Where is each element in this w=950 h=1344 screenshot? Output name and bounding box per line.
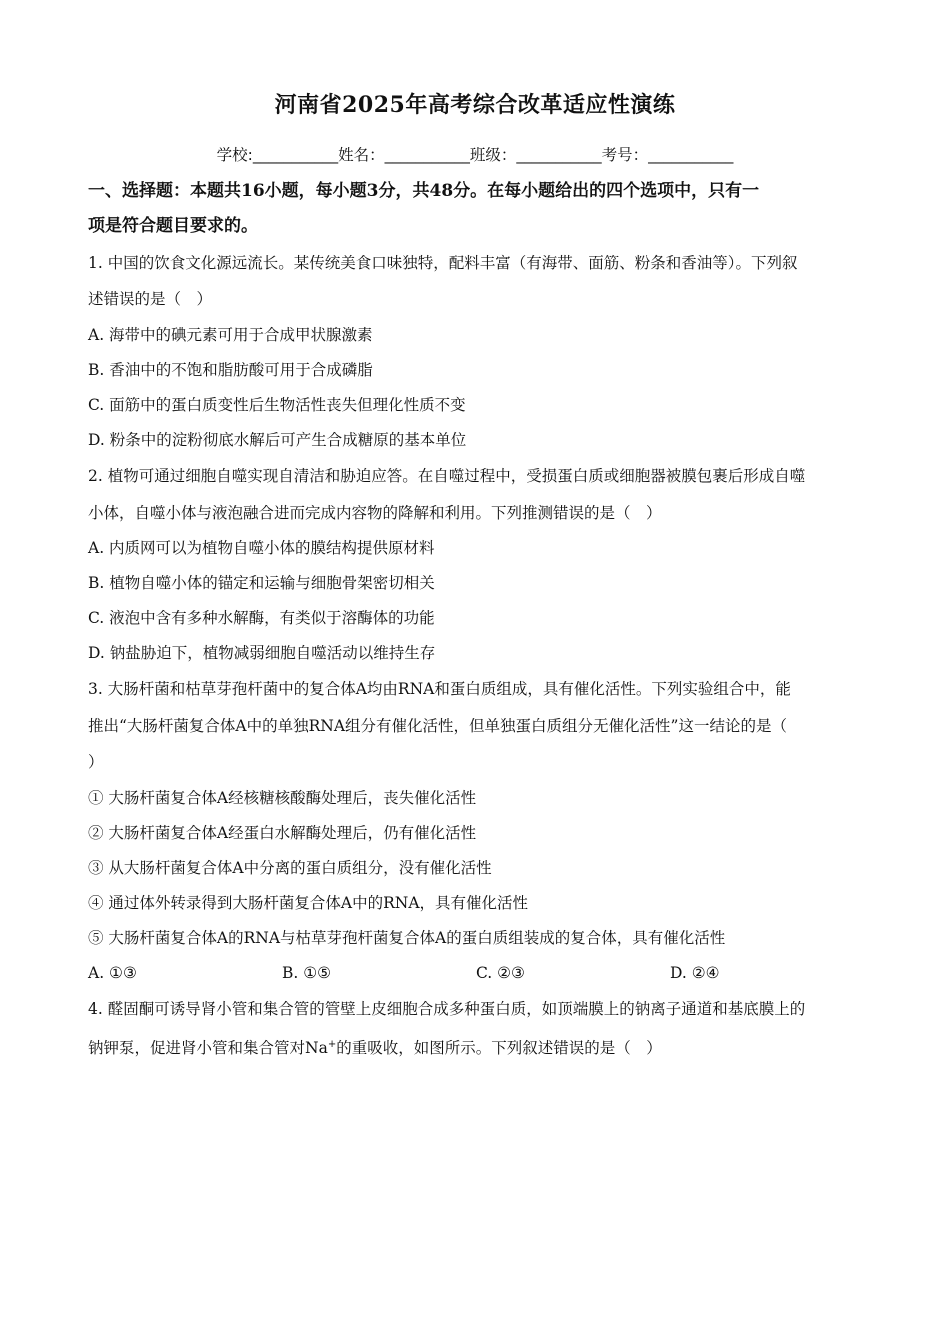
- q3-stem-line3: ）: [88, 753, 104, 771]
- q3-statement-4: ④ 通过体外转录得到大肠杆菌复合体A中的RNA，具有催化活性: [88, 894, 529, 912]
- q4-stem-line2: [88, 1034, 662, 1059]
- q1-option-d: D. 粉条中的淀粉彻底水解后可产生合成糖原的基本单位: [88, 431, 467, 449]
- q3-statement-1: ① 大肠杆菌复合体A经核糖核酸酶处理后，丧失催化活性: [88, 789, 477, 807]
- q2-option-d: D. 钠盐胁迫下，植物减弱细胞自噬活动以维持生存: [88, 644, 436, 662]
- section-heading-line1: 一、选择题：本题共16小题，每小题3分，共48分。在每小题给出的四个选项中，只有一: [88, 181, 760, 201]
- q2-option-a: A. 内质网可以为植物自噬小体的膜结构提供原材料: [88, 539, 435, 557]
- q1-stem-line2: 述错误的是（ ）: [88, 290, 213, 308]
- q3-option-b: B. ①⑤: [282, 964, 332, 982]
- q1-option-a: A. 海带中的碘元素可用于合成甲状腺激素: [88, 326, 373, 344]
- q2-option-c: C. 液泡中含有多种水解酶，有类似于溶酶体的功能: [88, 609, 435, 627]
- q3-stem-line1: 3. 大肠杆菌和枯草芽孢杆菌中的复合体A均由RNA和蛋白质组成，具有催化活性。下列实验组合中，能: [88, 680, 791, 698]
- q3-statement-3: ③ 从大肠杆菌复合体A中分离的蛋白质组分，没有催化活性: [88, 859, 492, 877]
- q1-option-b: B. 香油中的不饱和脂肪酸可用于合成磷脂: [88, 361, 373, 379]
- q2-stem-line2: 小体，自噬小体与液泡融合进而完成内容物的降解和利用。下列推测错误的是（ ）: [88, 504, 662, 522]
- q3-option-d: D. ②④: [670, 964, 720, 982]
- q1-stem-line1: 1. 中国的饮食文化源远流长。某传统美食口味独特，配料丰富（有海带、面筋、粉条和香油等）。下列叙: [88, 254, 798, 272]
- q1-option-c: C. 面筋中的蛋白质变性后生物活性丧失但理化性质不变: [88, 396, 466, 414]
- q4-stem-line2-a: 钠钾泵，促进肾小管和集合管对Na: [88, 1039, 328, 1058]
- q4-stem-line2-b: 的重吸收，如图所示。下列叙述错误的是（ ）: [336, 1039, 662, 1058]
- student-info-line: 学校:___________姓名：___________班级：___________考号：___________: [216, 146, 734, 164]
- q3-option-c: C. ②③: [476, 964, 525, 982]
- q4-stem-line1: 4. 醛固酮可诱导肾小管和集合管的管壁上皮细胞合成多种蛋白质，如顶端膜上的钠离子通道和基底膜上的: [88, 1000, 806, 1018]
- q2-option-b: B. 植物自噬小体的锚定和运输与细胞骨架密切相关: [88, 574, 435, 592]
- section-heading-line2: 项是符合题目要求的。: [88, 216, 258, 236]
- q3-statement-2: ② 大肠杆菌复合体A经蛋白水解酶处理后，仍有催化活性: [88, 824, 477, 842]
- q3-option-a: A. ①③: [88, 964, 137, 982]
- q3-stem-line2: 推出“大肠杆菌复合体A中的单独RNA组分有催化活性，但单独蛋白质组分无催化活性”这一结论的是（: [88, 717, 787, 735]
- sodium-charge: +: [327, 1039, 337, 1050]
- page-title: 河南省2025年高考综合改革适应性演练: [274, 92, 676, 118]
- q2-stem-line1: 2. 植物可通过细胞自噬实现自清洁和胁迫应答。在自噬过程中，受损蛋白质或细胞器被膜包裹后形成自噬: [88, 467, 806, 485]
- q3-statement-5: ⑤ 大肠杆菌复合体A的RNA与枯草芽孢杆菌复合体A的蛋白质组装成的复合体，具有催化活性: [88, 929, 726, 947]
